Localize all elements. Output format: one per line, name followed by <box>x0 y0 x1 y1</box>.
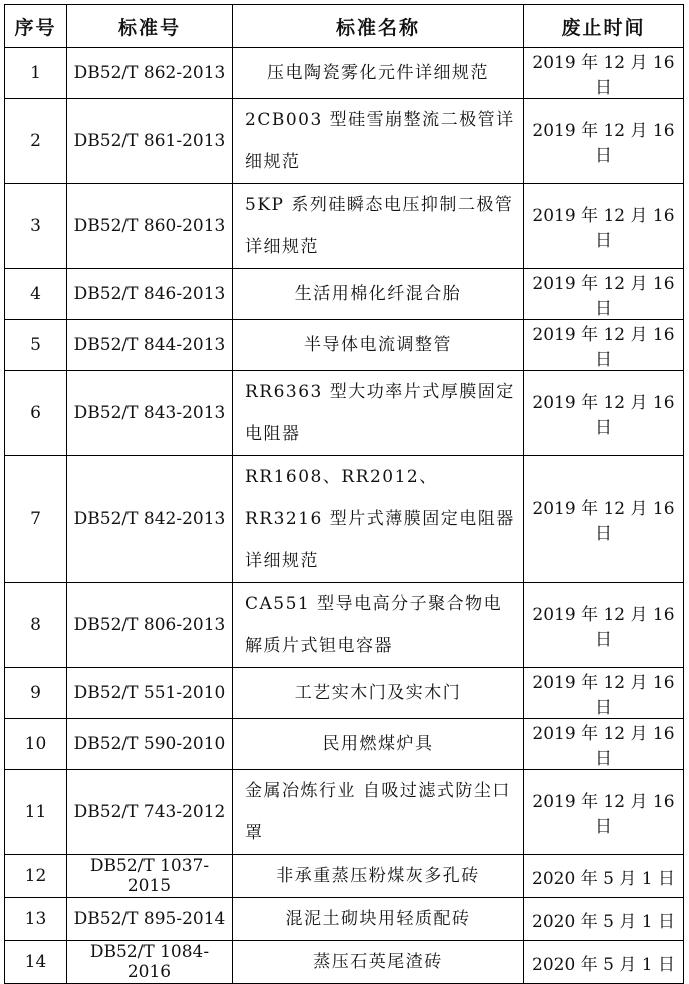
table-row <box>5 371 684 456</box>
serial-number-cell: 1 <box>5 48 67 99</box>
standard-name-cell: 工艺实木门及实木门 <box>233 668 524 719</box>
repeal-date-cell: 2019 年 12 月 16 日 <box>524 184 684 269</box>
standard-code-cell: DB52/T 862-2013 <box>67 48 233 99</box>
table-row <box>5 456 684 583</box>
standard-code-cell: DB52/T 846-2013 <box>67 269 233 320</box>
standard-name-cell: 半导体电流调整管 <box>233 320 524 371</box>
header-serial-number: 序号 <box>5 5 67 48</box>
serial-number-cell: 10 <box>5 719 67 770</box>
repeal-date-cell: 2020 年 5 月 1 日 <box>524 898 684 941</box>
repeal-date-cell: 2019 年 12 月 16 日 <box>524 583 684 668</box>
serial-number-cell: 8 <box>5 583 67 668</box>
table-row <box>5 269 684 320</box>
serial-number-cell: 7 <box>5 456 67 583</box>
serial-number-cell: 14 <box>5 941 67 984</box>
serial-number-cell: 5 <box>5 320 67 371</box>
standard-name-cell: 蒸压石英尾渣砖 <box>233 941 524 984</box>
table-row <box>5 898 684 941</box>
table-row <box>5 770 684 855</box>
standard-code-cell: DB52/T 1084-2016 <box>67 941 233 984</box>
table-body <box>5 48 684 984</box>
standard-code-cell: DB52/T 842-2013 <box>67 456 233 583</box>
standard-code-cell: DB52/T 844-2013 <box>67 320 233 371</box>
repeal-date-cell: 2019 年 12 月 16 日 <box>524 770 684 855</box>
standard-code-cell: DB52/T 861-2013 <box>67 99 233 184</box>
serial-number-cell: 4 <box>5 269 67 320</box>
standard-name-cell: RR1608、RR2012、RR3216 型片式薄膜固定电阻器详细规范 <box>233 456 524 583</box>
repeal-date-cell: 2019 年 12 月 16 日 <box>524 456 684 583</box>
serial-number-cell: 3 <box>5 184 67 269</box>
header-standard-name: 标准名称 <box>233 5 524 48</box>
standard-name-cell: RR6363 型大功率片式厚膜固定电阻器 <box>233 371 524 456</box>
table-row <box>5 719 684 770</box>
standard-name-cell: 民用燃煤炉具 <box>233 719 524 770</box>
header-standard-code: 标准号 <box>67 5 233 48</box>
table-row <box>5 99 684 184</box>
serial-number-cell: 13 <box>5 898 67 941</box>
standard-code-cell: DB52/T 551-2010 <box>67 668 233 719</box>
standard-name-cell: 2CB003 型硅雪崩整流二极管详细规范 <box>233 99 524 184</box>
standard-code-cell: DB52/T 590-2010 <box>67 719 233 770</box>
standard-name-cell: 混泥土砌块用轻质配砖 <box>233 898 524 941</box>
table-row <box>5 320 684 371</box>
serial-number-cell: 11 <box>5 770 67 855</box>
repeal-date-cell: 2019 年 12 月 16 日 <box>524 48 684 99</box>
standard-name-cell: 生活用棉化纤混合胎 <box>233 269 524 320</box>
table-row <box>5 583 684 668</box>
table-row <box>5 855 684 898</box>
repeal-date-cell: 2019 年 12 月 16 日 <box>524 668 684 719</box>
repeal-date-cell: 2019 年 12 月 16 日 <box>524 320 684 371</box>
standard-name-cell: 5KP 系列硅瞬态电压抑制二极管详细规范 <box>233 184 524 269</box>
standard-code-cell: DB52/T 743-2012 <box>67 770 233 855</box>
standard-name-cell: 金属冶炼行业 自吸过滤式防尘口罩 <box>233 770 524 855</box>
header-repeal-date: 废止时间 <box>524 5 684 48</box>
standard-code-cell: DB52/T 843-2013 <box>67 371 233 456</box>
table-row <box>5 668 684 719</box>
serial-number-cell: 2 <box>5 99 67 184</box>
repeal-date-cell: 2019 年 12 月 16 日 <box>524 269 684 320</box>
table-row <box>5 184 684 269</box>
standard-code-cell: DB52/T 895-2014 <box>67 898 233 941</box>
serial-number-cell: 12 <box>5 855 67 898</box>
repeal-date-cell: 2020 年 5 月 1 日 <box>524 941 684 984</box>
standard-code-cell: DB52/T 806-2013 <box>67 583 233 668</box>
table-row <box>5 941 684 984</box>
standard-name-cell: 压电陶瓷雾化元件详细规范 <box>233 48 524 99</box>
repeal-date-cell: 2019 年 12 月 16 日 <box>524 99 684 184</box>
standard-name-cell: 非承重蒸压粉煤灰多孔砖 <box>233 855 524 898</box>
repeal-date-cell: 2020 年 5 月 1 日 <box>524 855 684 898</box>
repealed-standards-table <box>4 4 684 984</box>
repeal-date-cell: 2019 年 12 月 16 日 <box>524 719 684 770</box>
standard-name-cell: CA551 型导电高分子聚合物电解质片式钽电容器 <box>233 583 524 668</box>
serial-number-cell: 6 <box>5 371 67 456</box>
standard-code-cell: DB52/T 1037-2015 <box>67 855 233 898</box>
table-row <box>5 48 684 99</box>
table-header-row <box>5 5 684 48</box>
standard-code-cell: DB52/T 860-2013 <box>67 184 233 269</box>
serial-number-cell: 9 <box>5 668 67 719</box>
repeal-date-cell: 2019 年 12 月 16 日 <box>524 371 684 456</box>
